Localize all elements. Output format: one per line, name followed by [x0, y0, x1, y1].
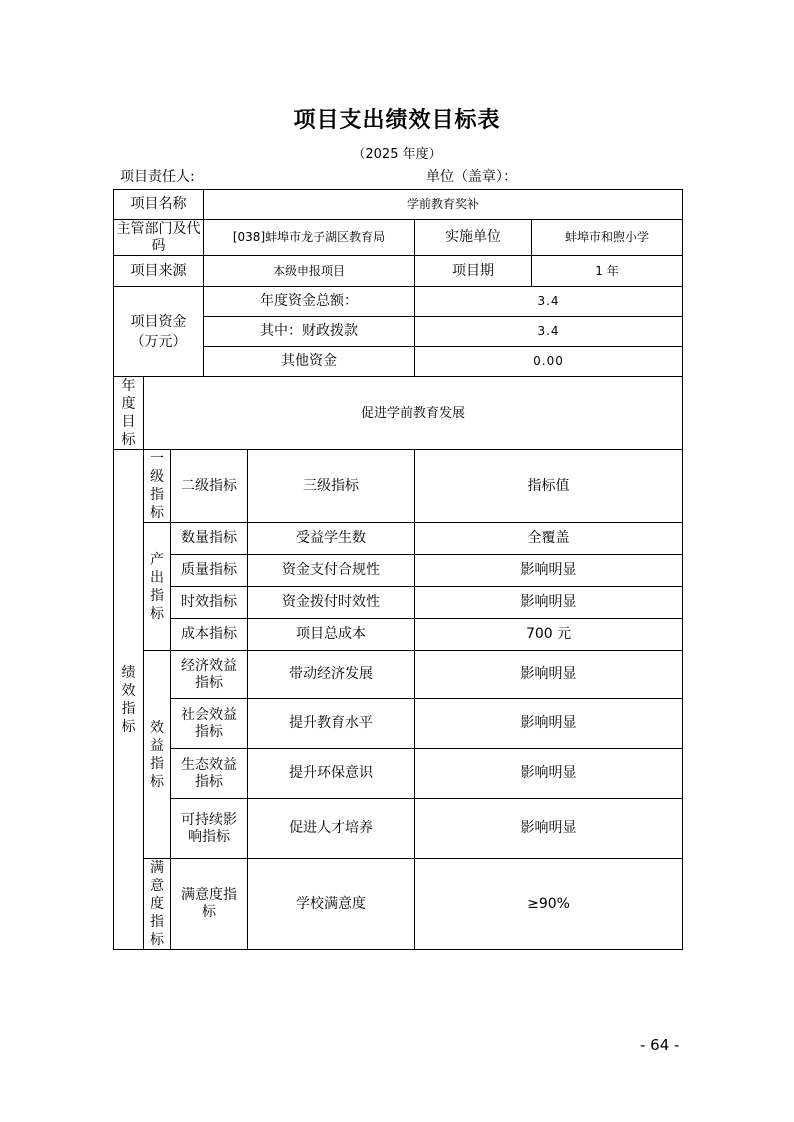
indicator-value-cell: 全覆盖: [415, 523, 683, 555]
level2-cell: 时效指标: [171, 587, 248, 619]
page-title: 项目支出绩效目标表: [293, 108, 501, 133]
level3-cell: 提升教育水平: [248, 699, 415, 749]
level2-cell: 可持续影响指标: [171, 799, 248, 859]
level3-cell: 带动经济发展: [248, 651, 415, 699]
indicator-value-cell: ≥90%: [415, 859, 683, 950]
satisfaction-indicators-label: 满意度指标: [144, 859, 171, 950]
level2-cell: 满意度指标: [171, 859, 248, 950]
level3-cell: 资金拨付时效性: [248, 587, 415, 619]
level2-header: 二级指标: [171, 450, 248, 523]
table-row: [114, 523, 683, 555]
level3-cell: 促进人才培养: [248, 799, 415, 859]
level1-header: 一级指标: [144, 450, 171, 523]
indicator-value-cell: 影响明显: [415, 749, 683, 799]
level2-cell: 社会效益指标: [171, 699, 248, 749]
indicator-value-cell: 影响明显: [415, 555, 683, 587]
level3-header: 三级指标: [248, 450, 415, 523]
level3-cell: 提升环保意识: [248, 749, 415, 799]
level2-cell: 数量指标: [171, 523, 248, 555]
table-row: [114, 651, 683, 699]
implementing-unit-value: 蚌埠市和煦小学: [532, 220, 683, 256]
level3-cell: 学校满意度: [248, 859, 415, 950]
other-funds-value: 0.00: [415, 347, 683, 377]
level3-cell: 受益学生数: [248, 523, 415, 555]
annual-goal-text: 促进学前教育发展: [144, 377, 683, 450]
annual-goal-label: 年度目标: [114, 377, 144, 450]
table-row: [114, 619, 683, 651]
unit-seal-label: 单位（盖章）：: [426, 169, 517, 185]
implementing-unit-label: 实施单位: [415, 220, 532, 256]
table-row: [114, 799, 683, 859]
table-row: [114, 555, 683, 587]
performance-goal-table: [113, 189, 683, 950]
project-period-value: 1 年: [532, 256, 683, 287]
table-row: [114, 699, 683, 749]
level3-cell: 资金支付合规性: [248, 555, 415, 587]
level2-cell: 成本指标: [171, 619, 248, 651]
table-row: [114, 587, 683, 619]
table-row: [114, 859, 683, 950]
other-funds-label: 其他资金: [204, 347, 415, 377]
indicator-value-cell: 700 元: [415, 619, 683, 651]
output-indicators-label: 产出指标: [144, 523, 171, 651]
project-name-label: 项目名称: [114, 190, 204, 220]
page-number: - 64 -: [640, 1036, 680, 1054]
benefit-indicators-label: 效益指标: [144, 651, 171, 859]
annual-total-label: 年度资金总额：: [204, 287, 415, 317]
performance-metrics-label: 绩效指标: [114, 450, 144, 950]
fiscal-allocation-label: 其中：财政拨款: [204, 317, 415, 347]
fiscal-allocation-value: 3.4: [415, 317, 683, 347]
level2-cell: 经济效益指标: [171, 651, 248, 699]
indicator-value-cell: 影响明显: [415, 699, 683, 749]
project-source-value: 本级申报项目: [204, 256, 415, 287]
responsible-person-label: 项目责任人:: [120, 169, 195, 185]
project-period-label: 项目期: [415, 256, 532, 287]
level2-cell: 生态效益指标: [171, 749, 248, 799]
level3-cell: 项目总成本: [248, 619, 415, 651]
level2-cell: 质量指标: [171, 555, 248, 587]
indicator-value-cell: 影响明显: [415, 651, 683, 699]
fiscal-year: （2025 年度）: [352, 147, 442, 162]
department-label: 主管部门及代码: [114, 220, 204, 256]
indicator-value-header: 指标值: [415, 450, 683, 523]
annual-total-value: 3.4: [415, 287, 683, 317]
project-name-value: 学前教育奖补: [204, 190, 683, 220]
indicator-value-cell: 影响明显: [415, 587, 683, 619]
table-row: [114, 749, 683, 799]
department-value: [038]蚌埠市龙子湖区教育局: [204, 220, 415, 256]
project-funds-label: 项目资金（万元）: [114, 287, 204, 377]
project-source-label: 项目来源: [114, 256, 204, 287]
indicator-value-cell: 影响明显: [415, 799, 683, 859]
